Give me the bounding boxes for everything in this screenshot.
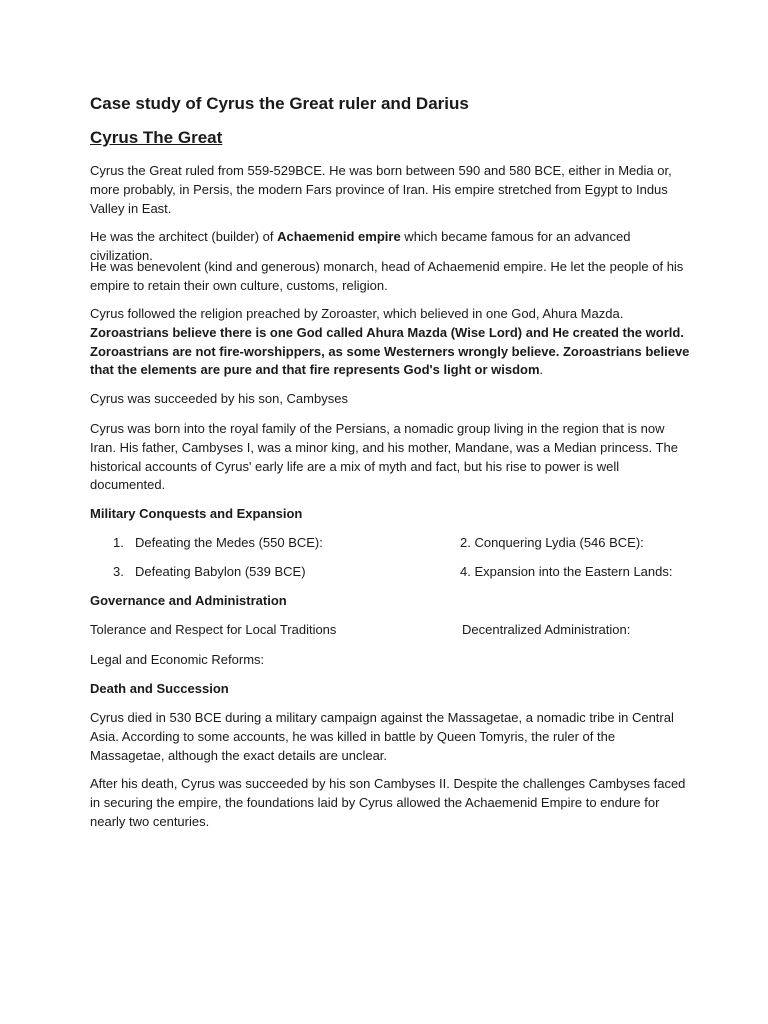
paragraph-succession-short: Cyrus was succeeded by his son, Cambyses	[90, 391, 348, 406]
governance-row	[90, 620, 690, 639]
heading-military: Military Conquests and Expansion	[90, 506, 303, 521]
list-number: 3.	[113, 564, 124, 579]
paragraph-early-life: Cyrus was born into the royal family of the Persians, a nomadic group living in the region that is now Iran. His father, Cambyses I, was a minor king, and his mother, Mandane, was a Median princess. The historical accounts of Cyrus' early life are a mix of myth and fact, but his rise to power is well documented.	[90, 421, 678, 493]
governance-item: Decentralized Administration:	[462, 622, 631, 637]
paragraph-religion	[90, 305, 690, 380]
section-title-cyrus: Cyrus The Great	[90, 128, 223, 147]
text-run: which became famous for an advanced civilization.	[90, 229, 631, 263]
governance-item: Tolerance and Respect for Local Traditions	[90, 622, 337, 637]
bold-term: Achaemenid empire	[277, 229, 401, 244]
paragraph-intro: Cyrus the Great ruled from 559-529BCE. He was born between 590 and 580 BCE, either in Media or, more probably, in Persis, the modern Fars province of Iran. His empire stretched from Egypt to Indus Valley in East.	[90, 163, 672, 216]
bold-statement: Zoroastrians believe there is one God called Ahura Mazda (Wise Lord) and He created the world. Zoroastrians are not fire-worshippers, as some Westerners wrongly believe. Zoroastrians believe that the elements are pure and that fire represents God's light or wisdom	[90, 324, 690, 378]
conquest-item: Defeating Babylon (539 BCE)	[135, 564, 306, 579]
document-title: Case study of Cyrus the Great ruler and Darius	[90, 94, 469, 113]
text-run: .	[539, 362, 544, 378]
heading-death: Death and Succession	[90, 681, 229, 696]
heading-governance: Governance and Administration	[90, 593, 287, 608]
paragraph-after-death: After his death, Cyrus was succeeded by his son Cambyses II. Despite the challenges Cambyses faced in securing the empire, the foundations laid by Cyrus allowed the Achaemenid Empire to endure for nearly two centuries.	[90, 776, 686, 829]
paragraph-death: Cyrus died in 530 BCE during a military campaign against the Massagetae, a nomadic tribe in Central Asia. According to some accounts, he was killed in battle by Queen Tomyris, the ruler of the Massagetae, although the exact details are unclear.	[90, 710, 674, 763]
conquest-item: 4. Expansion into the Eastern Lands:	[460, 564, 673, 579]
paragraph-benevolent: He was benevolent (kind and generous) monarch, head of Achaemenid empire. He let the people of his empire to retain their own culture, customs, religion.	[90, 259, 684, 293]
conquest-item: 2. Conquering Lydia (546 BCE):	[460, 535, 644, 550]
conquest-row-2	[90, 562, 690, 581]
conquest-row-1	[90, 533, 690, 552]
governance-reforms: Legal and Economic Reforms:	[90, 652, 265, 667]
conquest-item: Defeating the Medes (550 BCE):	[135, 535, 323, 550]
text-run: Cyrus followed the religion preached by Zoroaster, which believed in one God, Ahura Mazda.	[90, 306, 624, 321]
text-run: He was the architect (builder) of	[90, 229, 278, 244]
list-number: 1.	[113, 535, 124, 550]
